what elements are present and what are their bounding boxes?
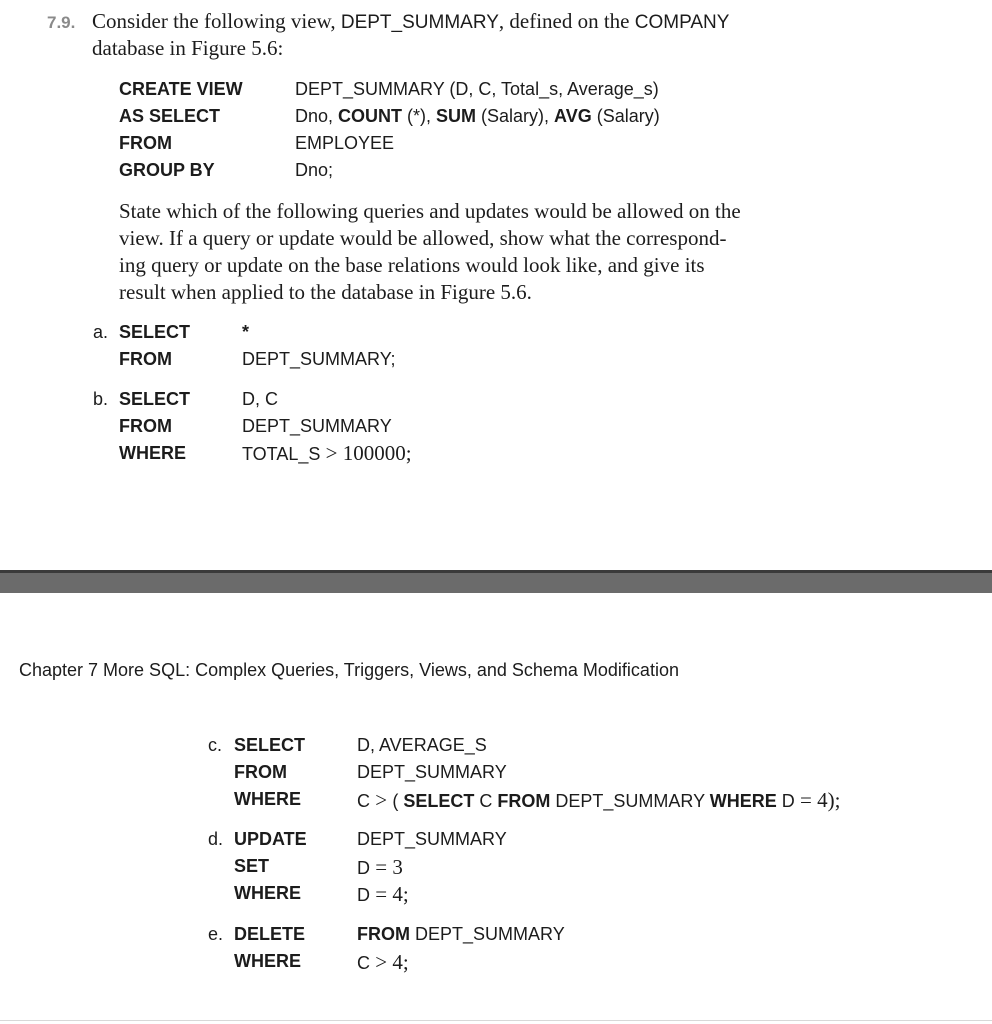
chapter-header: Chapter 7 More SQL: Complex Queries, Triggers, Views, and Schema Modification [19,660,679,680]
keyword: SELECT [119,322,191,342]
exercise-intro-line1 [92,9,729,34]
query-body: TOTAL_S > 100000; [242,441,412,465]
view-def-body: EMPLOYEE [295,133,395,153]
keyword: AS SELECT [119,106,221,126]
item-label: e. [208,924,224,944]
view-def-body: Dno, COUNT (*), SUM (Salary), AVG (Salary) [295,106,660,126]
exercise-number: 7.9. [47,13,76,32]
keyword: WHERE [234,789,301,809]
keyword: FROM [119,416,172,436]
page-divider [0,570,992,593]
query-body: D = 4; [357,882,409,906]
query-body: D = 3 [357,855,403,879]
view-def-body: Dno; [295,160,334,180]
view-def-body: DEPT_SUMMARY (D, C, Total_s, Average_s) [295,79,659,99]
query-body: C > 4; [357,950,409,974]
keyword: WHERE [234,883,301,903]
keyword: GROUP BY [119,160,215,180]
keyword: WHERE [119,443,186,463]
page-divider-edge [0,570,992,573]
query-body: C > ( SELECT C FROM DEPT_SUMMARY WHERE D = 4); [357,788,841,812]
instruction-line: ing query or update on the base relations would look like, and give its [119,253,705,277]
intro-text-mid: , defined on the [498,9,635,33]
query-body: DEPT_SUMMARY [242,416,392,436]
keyword: FROM [234,762,287,782]
query-body: D, C [242,389,278,409]
keyword: WHERE [234,951,301,971]
keyword: SET [234,856,270,876]
exercise-intro-line2: database in Figure 5.6: [92,36,284,60]
item-label: c. [208,735,223,755]
instruction-line: State which of the following queries and updates would be allowed on the [119,199,741,223]
instruction-line: result when applied to the database in Figure 5.6. [119,280,532,304]
page-2 [0,593,992,1024]
keyword: DELETE [234,924,306,944]
query-body: DEPT_SUMMARY; [242,349,396,369]
view-name: DEPT_SUMMARY [340,12,499,33]
instruction-line: view. If a query or update would be allowed, show what the correspond- [119,226,727,250]
keyword: SELECT [234,735,306,755]
item-label: b. [93,389,109,409]
query-body: DEPT_SUMMARY [357,829,507,849]
query-body: * [242,322,250,342]
intro-text: Consider the following view, [92,9,341,33]
item-label: d. [208,829,224,849]
keyword: UPDATE [234,829,307,849]
query-body: D, AVERAGE_S [357,735,487,755]
query-body: FROM DEPT_SUMMARY [357,924,565,944]
keyword: SELECT [119,389,191,409]
keyword: FROM [119,349,172,369]
query-body: DEPT_SUMMARY [357,762,507,782]
bottom-rule [0,1020,992,1021]
keyword: FROM [119,133,172,153]
keyword: CREATE VIEW [119,79,243,99]
item-label: a. [93,322,109,342]
database-name: COMPANY [634,12,730,33]
